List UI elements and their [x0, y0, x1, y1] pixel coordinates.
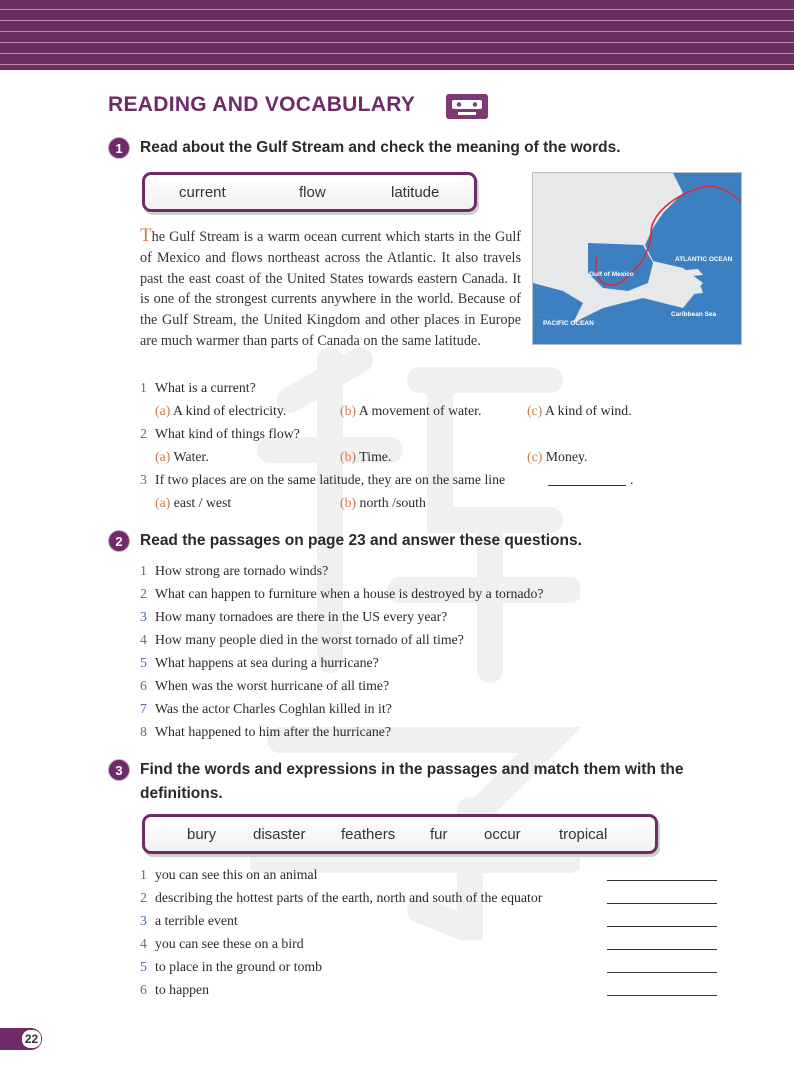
exercise-3-heading-line1: Find the words and expressions in the passages and match them with the: [140, 761, 684, 778]
gulf-stream-passage: [140, 226, 521, 352]
exercise-2-heading: Read the passages on page 23 and answer these questions.: [140, 532, 582, 549]
ex2-question: 5 What happens at sea during a hurricane?: [140, 655, 379, 670]
page-number-tab: [0, 1028, 42, 1050]
ex1-q2-option-a: (a) Water.: [155, 449, 209, 464]
ex2-question: 4 How many people died in the worst tornado of all time?: [140, 632, 464, 647]
banner-stripe: [0, 31, 794, 32]
ex1-question-3: 3 If two places are on the same latitude, they are on the same line: [140, 472, 506, 487]
answer-blank[interactable]: [607, 995, 717, 996]
ex2-question: 8 What happened to him after the hurricane?: [140, 724, 391, 739]
map-label-atlantic: ATLANTIC OCEAN: [675, 256, 733, 263]
ex1-question-1: 1 What is a current?: [140, 380, 256, 395]
banner-stripe: [0, 64, 794, 65]
word-latitude: latitude: [391, 184, 440, 201]
map-label-gulf: Gulf of Mexico: [589, 271, 634, 278]
answer-blank[interactable]: [607, 949, 717, 950]
word-occur: occur: [484, 826, 521, 843]
ex1-q3-option-a: (a) east / west: [155, 495, 232, 510]
word-disaster: disaster: [253, 826, 306, 843]
ex1-q2-option-c: (c) Money.: [527, 449, 588, 464]
ex1-q3-blank[interactable]: [548, 485, 626, 486]
map-label-pacific: PACIFIC OCEAN: [543, 320, 594, 327]
passage-text: he Gulf Stream is a warm ocean current which starts in the Gulf of Mexico and flows northeast across the Atlantic. It also travels past the east coast of the United States towards eastern Canada. It is one of the strongest currents anywhere in the world. Because of the Gulf Stream, the United Kingdom and other places in Europe are much warmer than parts of Canada on the same latitude.: [140, 229, 521, 349]
banner-stripe: [0, 42, 794, 43]
word-flow: flow: [299, 184, 326, 201]
exercise-3-heading-line2: definitions.: [140, 785, 223, 802]
ex1-q2-option-b: (b) Time.: [340, 449, 392, 464]
ex1-q1-option-a: (a) A kind of electricity.: [155, 403, 287, 418]
ex3-definition: 3 a terrible event: [140, 913, 238, 928]
ex2-question: 3 How many tornadoes are there in the US every year?: [140, 609, 448, 624]
ex3-definition: 6 to happen: [140, 982, 210, 997]
word-current: current: [179, 184, 226, 201]
page-number: 22: [22, 1030, 41, 1048]
word-box-1: [142, 172, 477, 212]
ex3-definition: 2 describing the hottest parts of the earth, north and south of the equator: [140, 890, 543, 905]
ex3-definition: 5 to place in the ground or tomb: [140, 959, 323, 974]
ex2-question: 6 When was the worst hurricane of all time?: [140, 678, 390, 693]
answer-blank[interactable]: [607, 972, 717, 973]
exercise-2-number: 2: [108, 530, 130, 552]
exercise-1-heading: Read about the Gulf Stream and check the meaning of the words.: [140, 139, 621, 156]
word-tropical: tropical: [559, 826, 608, 843]
exercise-3-number: 3: [108, 759, 130, 781]
cassette-audio-icon[interactable]: [446, 94, 488, 119]
banner-stripe: [0, 53, 794, 54]
word-bury: bury: [187, 826, 217, 843]
word-feathers: feathers: [341, 826, 396, 843]
ex2-question: 2 What can happen to furniture when a house is destroyed by a tornado?: [140, 586, 544, 601]
answer-blank[interactable]: [607, 926, 717, 927]
ex1-q3-end: .: [630, 472, 634, 487]
passage-dropcap: T: [140, 225, 152, 246]
banner-stripe: [0, 20, 794, 21]
ex1-question-2: 2 What kind of things flow?: [140, 426, 300, 441]
ex3-definition: 4 you can see these on a bird: [140, 936, 304, 951]
gulf-stream-map: [532, 172, 742, 345]
exercise-1-number: 1: [108, 137, 130, 159]
answer-blank[interactable]: [607, 880, 717, 881]
ex1-q1-option-c: (c) A kind of wind.: [527, 403, 632, 418]
banner-stripe: [0, 9, 794, 10]
ex2-question: 7 Was the actor Charles Coghlan killed in it?: [140, 701, 392, 716]
word-box-3: [142, 814, 658, 854]
map-label-caribbean: Caribbean Sea: [671, 311, 717, 318]
section-title: READING AND VOCABULARY: [108, 93, 416, 116]
ex1-q1-option-b: (b) A movement of water.: [340, 403, 482, 418]
ex3-definition: 1 you can see this on an animal: [140, 867, 318, 882]
ex2-question: 1 How strong are tornado winds?: [140, 563, 329, 578]
answer-blank[interactable]: [607, 903, 717, 904]
top-banner: [0, 0, 794, 70]
ex1-q3-option-b: (b) north /south: [340, 495, 426, 510]
word-fur: fur: [430, 826, 448, 843]
